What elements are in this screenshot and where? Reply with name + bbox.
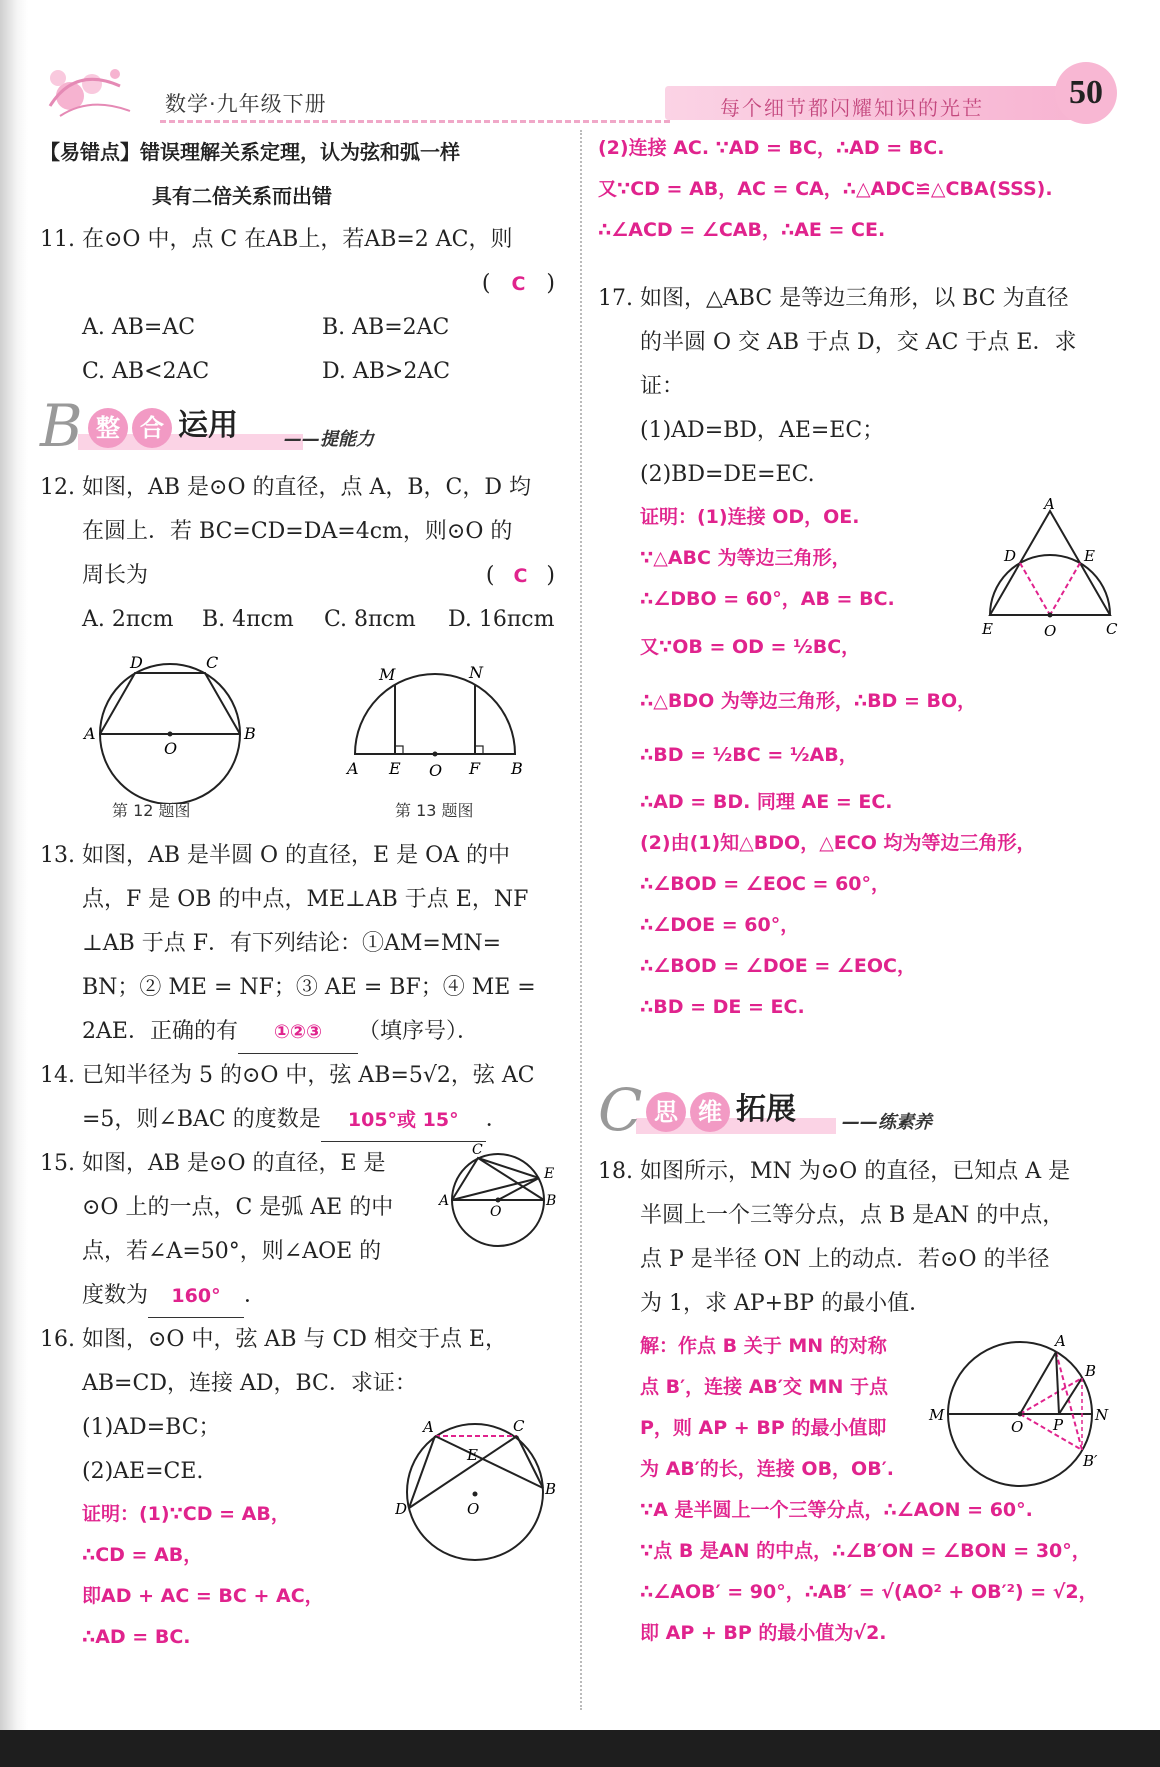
q11-option-a: A. AB=AC	[82, 315, 196, 340]
q17-line1: 17. 如图，△ABC 是等边三角形，以 BC 为直径	[598, 286, 1069, 311]
q16-proof-4: ∴AD = BC.	[82, 1626, 191, 1648]
fig13-label-o: O	[429, 761, 443, 780]
q11-option-c: C. AB<2AC	[82, 359, 210, 384]
mistake-note	[40, 130, 565, 174]
q18-line4: 为 1，求 AP+BP 的最小值．	[640, 1291, 932, 1316]
q12-option-a: A. 2πcm	[82, 607, 174, 632]
q13-line5-tail: （填序号）．	[357, 1019, 479, 1044]
fig13-label-e: E	[389, 759, 401, 778]
q15-line1: 15. 如图，AB 是⊙O 的直径，E 是	[40, 1151, 386, 1176]
fig12-caption: 第 12 题图	[112, 801, 191, 820]
q17-proof-10: ∴∠DOE = 60°，	[640, 914, 800, 936]
q17-proof-7: ∴AD = BD. 同理 AE = EC.	[640, 791, 893, 813]
q11-answer-row	[40, 262, 565, 306]
q12-answer: C	[513, 565, 528, 587]
q17-line5: (2)BD=DE=EC.	[640, 462, 815, 487]
q16-proof-7: ∴∠ACD = ∠CAB，∴AE = CE.	[598, 219, 886, 241]
fig17-label-a: A	[1044, 497, 1055, 513]
fig15-label-a: A	[439, 1193, 450, 1209]
q13-answer: ①②③	[273, 1021, 323, 1043]
fig13-caption: 第 13 题图	[395, 801, 474, 820]
q16-proof-6: 又∵CD = AB，AC = CA，∴△ADC≌△CBA(SSS).	[598, 178, 1053, 200]
section-c-badge-1: 思	[646, 1092, 686, 1132]
fig17-label-b: E	[982, 620, 993, 638]
fig18-label-m: M	[929, 1406, 945, 1424]
q16-block	[40, 1318, 565, 1658]
q14-blank	[321, 1100, 486, 1142]
q14-line2-text: =5，则∠BAC 的度数是	[82, 1107, 321, 1132]
fig13-label-f: F	[469, 759, 481, 778]
figure-18	[923, 1326, 1123, 1496]
q17-proof-12: ∴BD = DE = EC.	[640, 996, 805, 1018]
section-c-letter: C	[598, 1076, 643, 1144]
q17-proof-3: ∴∠DBO = 60°，AB = BC.	[640, 588, 895, 610]
q18-solution-5: ∵A 是半圆上一个三等分点，∴∠AON = 60°.	[640, 1499, 1033, 1521]
floral-ornament-icon	[30, 56, 140, 126]
q16-proof-5: (2)连接 AC. ∵AD = BC，∴AD = BC.	[598, 137, 945, 159]
section-c-badge-2: 维	[690, 1092, 730, 1132]
right-column	[598, 128, 1123, 1654]
q11-options-row1	[40, 306, 565, 350]
fig17-label-d: D	[1004, 547, 1017, 565]
fig12-label-d: D	[130, 653, 143, 672]
fig16-label-a: A	[423, 1418, 434, 1436]
q14-answer: 105°或 15°	[347, 1109, 459, 1131]
fig16-label-d: D	[395, 1500, 408, 1518]
figures-12-13	[40, 642, 565, 834]
q12-line1: 12. 如图，AB 是⊙O 的直径，点 A，B，C，D 均	[40, 475, 532, 500]
q18-line2: 半圆上一个三等分点，点 B 是AN 的中点，	[640, 1203, 1065, 1228]
section-b-title: 运用	[178, 408, 238, 443]
q15-line4-tail: ．	[244, 1283, 267, 1308]
spacer	[598, 1028, 1123, 1078]
q16-line1: 16. 如图，⊙O 中，弦 AB 与 CD 相交于点 E，	[40, 1327, 507, 1352]
q13-line1: 13. 如图，AB 是半圆 O 的直径，E 是 OA 的中	[40, 843, 511, 868]
q18-solution-7: ∴∠AOB′ = 90°，∴AB′ = √(AO² + OB′²) = √2，	[640, 1581, 1098, 1603]
fig12-label-o: O	[164, 739, 178, 758]
fig18-label-p: P	[1053, 1416, 1064, 1434]
q17-proof-6: ∴BD = ½BC = ½AB，	[640, 744, 858, 766]
section-b-badge-2: 合	[132, 408, 172, 448]
page-header	[40, 56, 1120, 126]
q17-line3: 证：	[640, 374, 685, 399]
fig16-label-e: E	[467, 1446, 478, 1464]
q12-option-d: D. 16πcm	[448, 607, 555, 632]
figure-16	[395, 1404, 565, 1564]
q11-stem: 11. 在⊙O 中，点 C 在AB上，若AB=2 AC，则	[40, 227, 513, 252]
q15-answer: 160°	[171, 1285, 221, 1307]
spacer	[598, 251, 1123, 277]
q12-line3-text: 周长为	[82, 563, 149, 588]
fig17-label-o: O	[1044, 622, 1057, 640]
q13-blank	[238, 1012, 358, 1054]
q18-solution-8: 即 AP + BP 的最小值为√2.	[640, 1622, 887, 1644]
paren-open: (	[481, 271, 491, 296]
fig16-label-b: B	[545, 1480, 557, 1498]
section-c-subtitle: ——练素养	[842, 1112, 932, 1133]
q18-solution-1: 解：作点 B 关于 MN 的对称	[640, 1335, 887, 1357]
fig12-label-c: C	[206, 653, 219, 672]
q13-line5-text: 2AE．正确的有	[82, 1019, 238, 1044]
fig18-label-a: A	[1055, 1332, 1066, 1350]
bottom-bar	[0, 1730, 1160, 1767]
q14-line2	[40, 1098, 565, 1142]
q11-option-d: D. AB>2AC	[322, 359, 451, 384]
q17-proof-5: ∴△BDO 为等边三角形，∴BD = BO，	[640, 690, 977, 712]
q14-line2-tail: ．	[485, 1107, 508, 1132]
q17-proof-1: 证明：(1)连接 OD，OE.	[640, 506, 860, 528]
q17-proof-4: 又∵OB = OD = ½BC，	[640, 636, 861, 658]
q13-line2: 点，F 是 OB 的中点，ME⊥AB 于点 E，NF	[82, 887, 529, 912]
fig15-label-e: E	[544, 1166, 555, 1182]
q17-line2: 的半圆 O 交 AB 于点 D，交 AC 于点 E．求	[640, 330, 1077, 355]
fig18-label-o: O	[1011, 1418, 1024, 1436]
q18-solution-6: ∵点 B 是AN 的中点，∴∠B′ON = ∠BON = 30°，	[640, 1540, 1091, 1562]
q18-solution-2: 点 B′，连接 AB′交 MN 于点	[640, 1376, 888, 1398]
q17-line4: (1)AD=BD，AE=EC；	[640, 418, 885, 443]
section-b-badge-1: 整	[88, 408, 128, 448]
q16-proof-1: 证明：(1)∵CD = AB，	[82, 1503, 290, 1525]
q13-line4: BN；② ME = NF；③ AE = BF；④ ME =	[82, 975, 536, 1000]
fig18-label-b-prime: B′	[1083, 1452, 1098, 1470]
fig15-label-b: B	[546, 1193, 557, 1209]
q16-line4: (2)AE=CE.	[82, 1459, 204, 1484]
column-divider	[580, 130, 582, 1710]
left-column	[40, 130, 565, 1658]
q13-line5	[40, 1010, 565, 1054]
section-b-subtitle: ——提能力	[284, 429, 374, 450]
figure-15	[438, 1142, 568, 1252]
paren-close: )	[546, 271, 555, 296]
q18-solution-3: P，则 AP + BP 的最小值即	[640, 1417, 887, 1439]
q17-block	[598, 277, 1123, 1028]
q15-line4-text: 度数为	[82, 1283, 149, 1308]
page-number: 50	[1055, 62, 1117, 124]
page-binding-shadow	[0, 0, 28, 1730]
q12-options	[40, 598, 565, 642]
header-slogan: 每个细节都闪耀知识的光芒	[720, 96, 984, 120]
fig12-label-b: B	[244, 724, 256, 743]
q18-solution-4: 为 AB′的长，连接 OB，OB′.	[640, 1458, 894, 1480]
fig13-label-b: B	[511, 759, 523, 778]
q12-option-b: B. 4πcm	[202, 607, 294, 632]
fig13-label-m: M	[379, 665, 396, 684]
q15-line3: 点，若∠A=50°，则∠AOE 的	[82, 1239, 382, 1264]
q17-proof-11: ∴∠BOD = ∠DOE = ∠EOC，	[640, 955, 917, 977]
q18-line3: 点 P 是半径 ON 上的动点．若⊙O 的半径	[640, 1247, 1050, 1272]
fig13-label-n: N	[469, 663, 483, 682]
fig18-label-b: B	[1085, 1362, 1097, 1380]
header-divider	[160, 120, 670, 123]
section-b-letter: B	[40, 392, 83, 460]
mistake-note-line1: 【易错点】错误理解关系定理，认为弦和弧一样	[40, 140, 460, 164]
q16-line3: (1)AD=BC；	[82, 1415, 221, 1440]
fig15-label-o: O	[490, 1204, 502, 1220]
q11-answer: C	[511, 273, 526, 295]
q11-option-b: B. AB=2AC	[322, 315, 450, 340]
q12-answer-paren: ( C )	[485, 563, 555, 588]
mistake-note-line2: 具有二倍关系而出错	[152, 184, 332, 208]
q16-line2: AB=CD，连接 AD，BC．求证：	[82, 1371, 417, 1396]
q17-proof-2: ∵△ABC 为等边三角形，	[640, 547, 851, 569]
q12-option-c: C. 8πcm	[324, 607, 416, 632]
fig18-label-n: N	[1095, 1406, 1109, 1424]
q15-blank	[148, 1276, 244, 1318]
fig16-label-o: O	[467, 1500, 480, 1518]
figure-13	[325, 644, 545, 804]
fig17-label-e: E	[1084, 547, 1095, 565]
q16-proof-2: ∴CD = AB，	[82, 1544, 203, 1566]
q12-line2: 在圆上．若 BC=CD=DA=4cm，则⊙O 的	[82, 519, 513, 544]
q12-line3	[40, 554, 565, 598]
fig13-label-a: A	[347, 759, 359, 778]
figure-17	[980, 497, 1120, 647]
fig15-label-c: C	[472, 1142, 483, 1158]
fig17-label-c: C	[1106, 620, 1118, 638]
fig16-label-c: C	[513, 1417, 525, 1435]
q11-options-row2	[40, 350, 565, 394]
q14-line1: 14. 已知半径为 5 的⊙O 中，弦 AB=5√2，弦 AC	[40, 1063, 535, 1088]
fig12-label-a: A	[84, 724, 96, 743]
book-title: 数学·九年级下册	[165, 92, 327, 116]
section-c-title: 拓展	[736, 1092, 796, 1127]
q18-block	[598, 1150, 1123, 1654]
q13-line3: ⊥AB 于点 F．有下列结论：①AM=MN=	[82, 931, 502, 956]
q15-block	[40, 1142, 565, 1318]
q16-proof-3: 即AD + AC = BC + AC，	[82, 1585, 324, 1607]
figure-12	[70, 644, 270, 804]
q17-proof-9: ∴∠BOD = ∠EOC = 60°，	[640, 873, 891, 895]
q18-line1: 18. 如图所示，MN 为⊙O 的直径，已知点 A 是	[598, 1159, 1071, 1184]
section-c-heading	[598, 1078, 1123, 1150]
q15-line2: ⊙O 上的一点，C 是弧 AE 的中	[82, 1195, 394, 1220]
q17-proof-8: (2)由(1)知△BDO，△ECO 均为等边三角形，	[640, 832, 1036, 854]
section-b-heading	[40, 394, 565, 466]
q15-line4	[40, 1274, 565, 1318]
